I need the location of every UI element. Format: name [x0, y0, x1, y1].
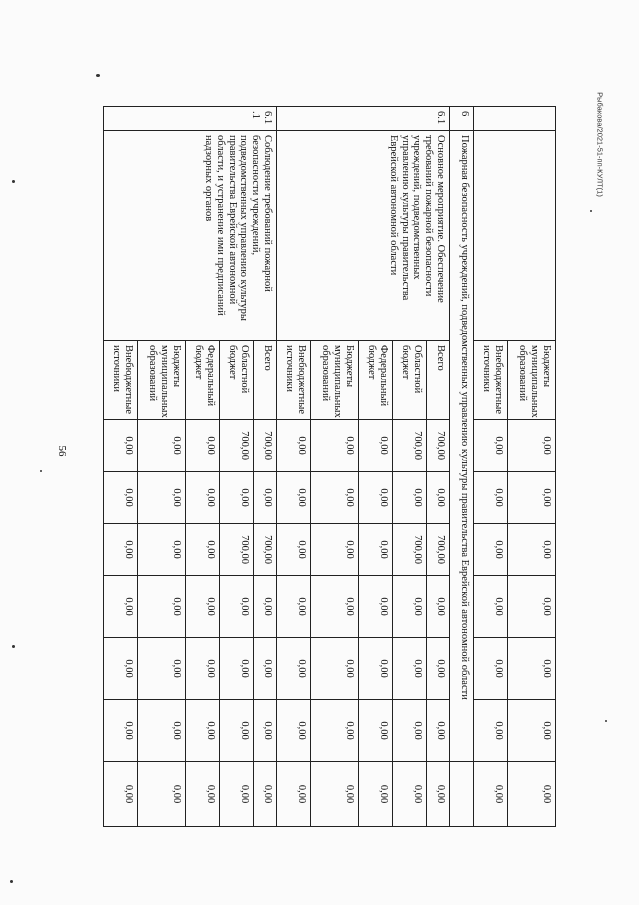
value-cell: 0,00 [186, 576, 220, 638]
value-cell: 0,00 [427, 576, 450, 638]
value-cell: 0,00 [138, 420, 186, 472]
value-cell: 0,00 [104, 472, 138, 524]
group-name: Соблюдение требований пожарной безопасности учреждений, подведомственных управлению культуры правительства Еврейской автономной области, и устранение ими предписаний надзорных органов [104, 131, 277, 341]
value-cell: 0,00 [220, 700, 254, 762]
value-cell: 0,00 [138, 524, 186, 576]
section-title: Пожарная безопасность учреждений, подведомственных управлению культуры правительства Еврейской автономной области [450, 131, 474, 762]
funding-source: Федеральный бюджет [359, 341, 393, 420]
value-cell: 0,00 [474, 524, 508, 576]
value-cell: 0,00 [186, 762, 220, 827]
funding-source: Областной бюджет [220, 341, 254, 420]
name-cell [474, 131, 556, 341]
value-cell: 0,00 [474, 762, 508, 827]
value-cell: 0,00 [393, 700, 427, 762]
value-cell: 0,00 [474, 420, 508, 472]
value-cell: 0,00 [277, 472, 311, 524]
value-cell: 0,00 [508, 700, 556, 762]
value-cell: 0,00 [104, 762, 138, 827]
value-cell: 0,00 [138, 762, 186, 827]
value-cell: 0,00 [359, 700, 393, 762]
funding-source: Всего [427, 341, 450, 420]
section-row [450, 107, 474, 827]
value-cell: 0,00 [186, 472, 220, 524]
funding-source: Бюджеты муниципальных образований [311, 341, 359, 420]
value-cell: 0,00 [104, 524, 138, 576]
value-cell: 0,00 [508, 524, 556, 576]
section-number: 6 [450, 107, 474, 131]
value-cell: 0,00 [186, 700, 220, 762]
value-cell: 0,00 [220, 762, 254, 827]
value-cell: 0,00 [104, 700, 138, 762]
table-row [427, 107, 450, 827]
value-cell: 0,00 [277, 638, 311, 700]
table-frame [106, 106, 556, 826]
value-cell: 0,00 [508, 638, 556, 700]
budget-table [103, 106, 556, 827]
value-cell: 0,00 [254, 472, 277, 524]
value-cell: 0,00 [186, 420, 220, 472]
value-cell: 0,00 [427, 472, 450, 524]
value-cell: 700,00 [254, 524, 277, 576]
section-empty [450, 762, 474, 827]
value-cell: 0,00 [393, 472, 427, 524]
page-number: 56 [56, 445, 68, 457]
value-cell: 700,00 [220, 420, 254, 472]
value-cell: 0,00 [138, 576, 186, 638]
value-cell: 700,00 [220, 524, 254, 576]
value-cell: 0,00 [104, 420, 138, 472]
value-cell: 0,00 [393, 762, 427, 827]
value-cell: 0,00 [277, 762, 311, 827]
value-cell: 0,00 [220, 472, 254, 524]
value-cell: 0,00 [186, 638, 220, 700]
value-cell: 0,00 [254, 576, 277, 638]
value-cell: 0,00 [311, 576, 359, 638]
value-cell: 0,00 [277, 524, 311, 576]
value-cell: 0,00 [311, 524, 359, 576]
value-cell: 0,00 [311, 472, 359, 524]
value-cell: 0,00 [254, 700, 277, 762]
value-cell: 0,00 [427, 700, 450, 762]
funding-source: Внебюджетные источники [104, 341, 138, 420]
value-cell: 0,00 [277, 700, 311, 762]
funding-source: Бюджеты муниципальных образований [508, 341, 556, 420]
value-cell: 0,00 [254, 638, 277, 700]
value-cell: 0,00 [311, 420, 359, 472]
document-code: Рыбакова/2021-51-пп-КУЛТ(1) [595, 92, 605, 197]
value-cell: 0,00 [311, 700, 359, 762]
value-cell: 0,00 [138, 638, 186, 700]
funding-source: Областной бюджет [393, 341, 427, 420]
value-cell: 0,00 [508, 762, 556, 827]
value-cell: 0,00 [138, 700, 186, 762]
value-cell: 0,00 [474, 638, 508, 700]
value-cell: 0,00 [254, 762, 277, 827]
value-cell: 0,00 [220, 576, 254, 638]
funding-source: Федеральный бюджет [186, 341, 220, 420]
value-cell: 0,00 [104, 576, 138, 638]
funding-source: Внебюджетные источники [474, 341, 508, 420]
value-cell: 0,00 [220, 638, 254, 700]
value-cell: 0,00 [311, 638, 359, 700]
value-cell: 0,00 [393, 638, 427, 700]
value-cell: 0,00 [359, 420, 393, 472]
table-row [254, 107, 277, 827]
value-cell: 0,00 [186, 524, 220, 576]
value-cell: 0,00 [277, 576, 311, 638]
group-number: 6.1 [277, 107, 450, 131]
value-cell: 0,00 [508, 420, 556, 472]
value-cell: 0,00 [359, 524, 393, 576]
value-cell: 0,00 [508, 576, 556, 638]
value-cell: 0,00 [104, 638, 138, 700]
value-cell: 0,00 [474, 700, 508, 762]
value-cell: 0,00 [393, 576, 427, 638]
table-body [104, 107, 556, 827]
funding-source: Внебюджетные источники [277, 341, 311, 420]
value-cell: 0,00 [311, 762, 359, 827]
value-cell: 0,00 [427, 638, 450, 700]
value-cell: 700,00 [254, 420, 277, 472]
value-cell: 0,00 [359, 472, 393, 524]
value-cell: 0,00 [474, 472, 508, 524]
value-cell: 0,00 [427, 762, 450, 827]
value-cell: 700,00 [427, 420, 450, 472]
value-cell: 700,00 [393, 524, 427, 576]
value-cell: 0,00 [138, 472, 186, 524]
value-cell: 0,00 [508, 472, 556, 524]
value-cell: 0,00 [277, 420, 311, 472]
value-cell: 0,00 [359, 638, 393, 700]
value-cell: 0,00 [474, 576, 508, 638]
table-row [508, 107, 556, 827]
value-cell: 700,00 [427, 524, 450, 576]
rotated-page-content [106, 106, 556, 826]
value-cell: 0,00 [359, 762, 393, 827]
funding-source: Всего [254, 341, 277, 420]
value-cell: 700,00 [393, 420, 427, 472]
group-number: 6.1 .1 [104, 107, 277, 131]
number-cell [474, 107, 556, 131]
group-name: Основное мероприятие. Обеспечение требований пожарной безопасности учреждений, подведомственных управлению культуры правительства Еврейской автономной области [277, 131, 450, 341]
funding-source: Бюджеты муниципальных образований [138, 341, 186, 420]
value-cell: 0,00 [359, 576, 393, 638]
